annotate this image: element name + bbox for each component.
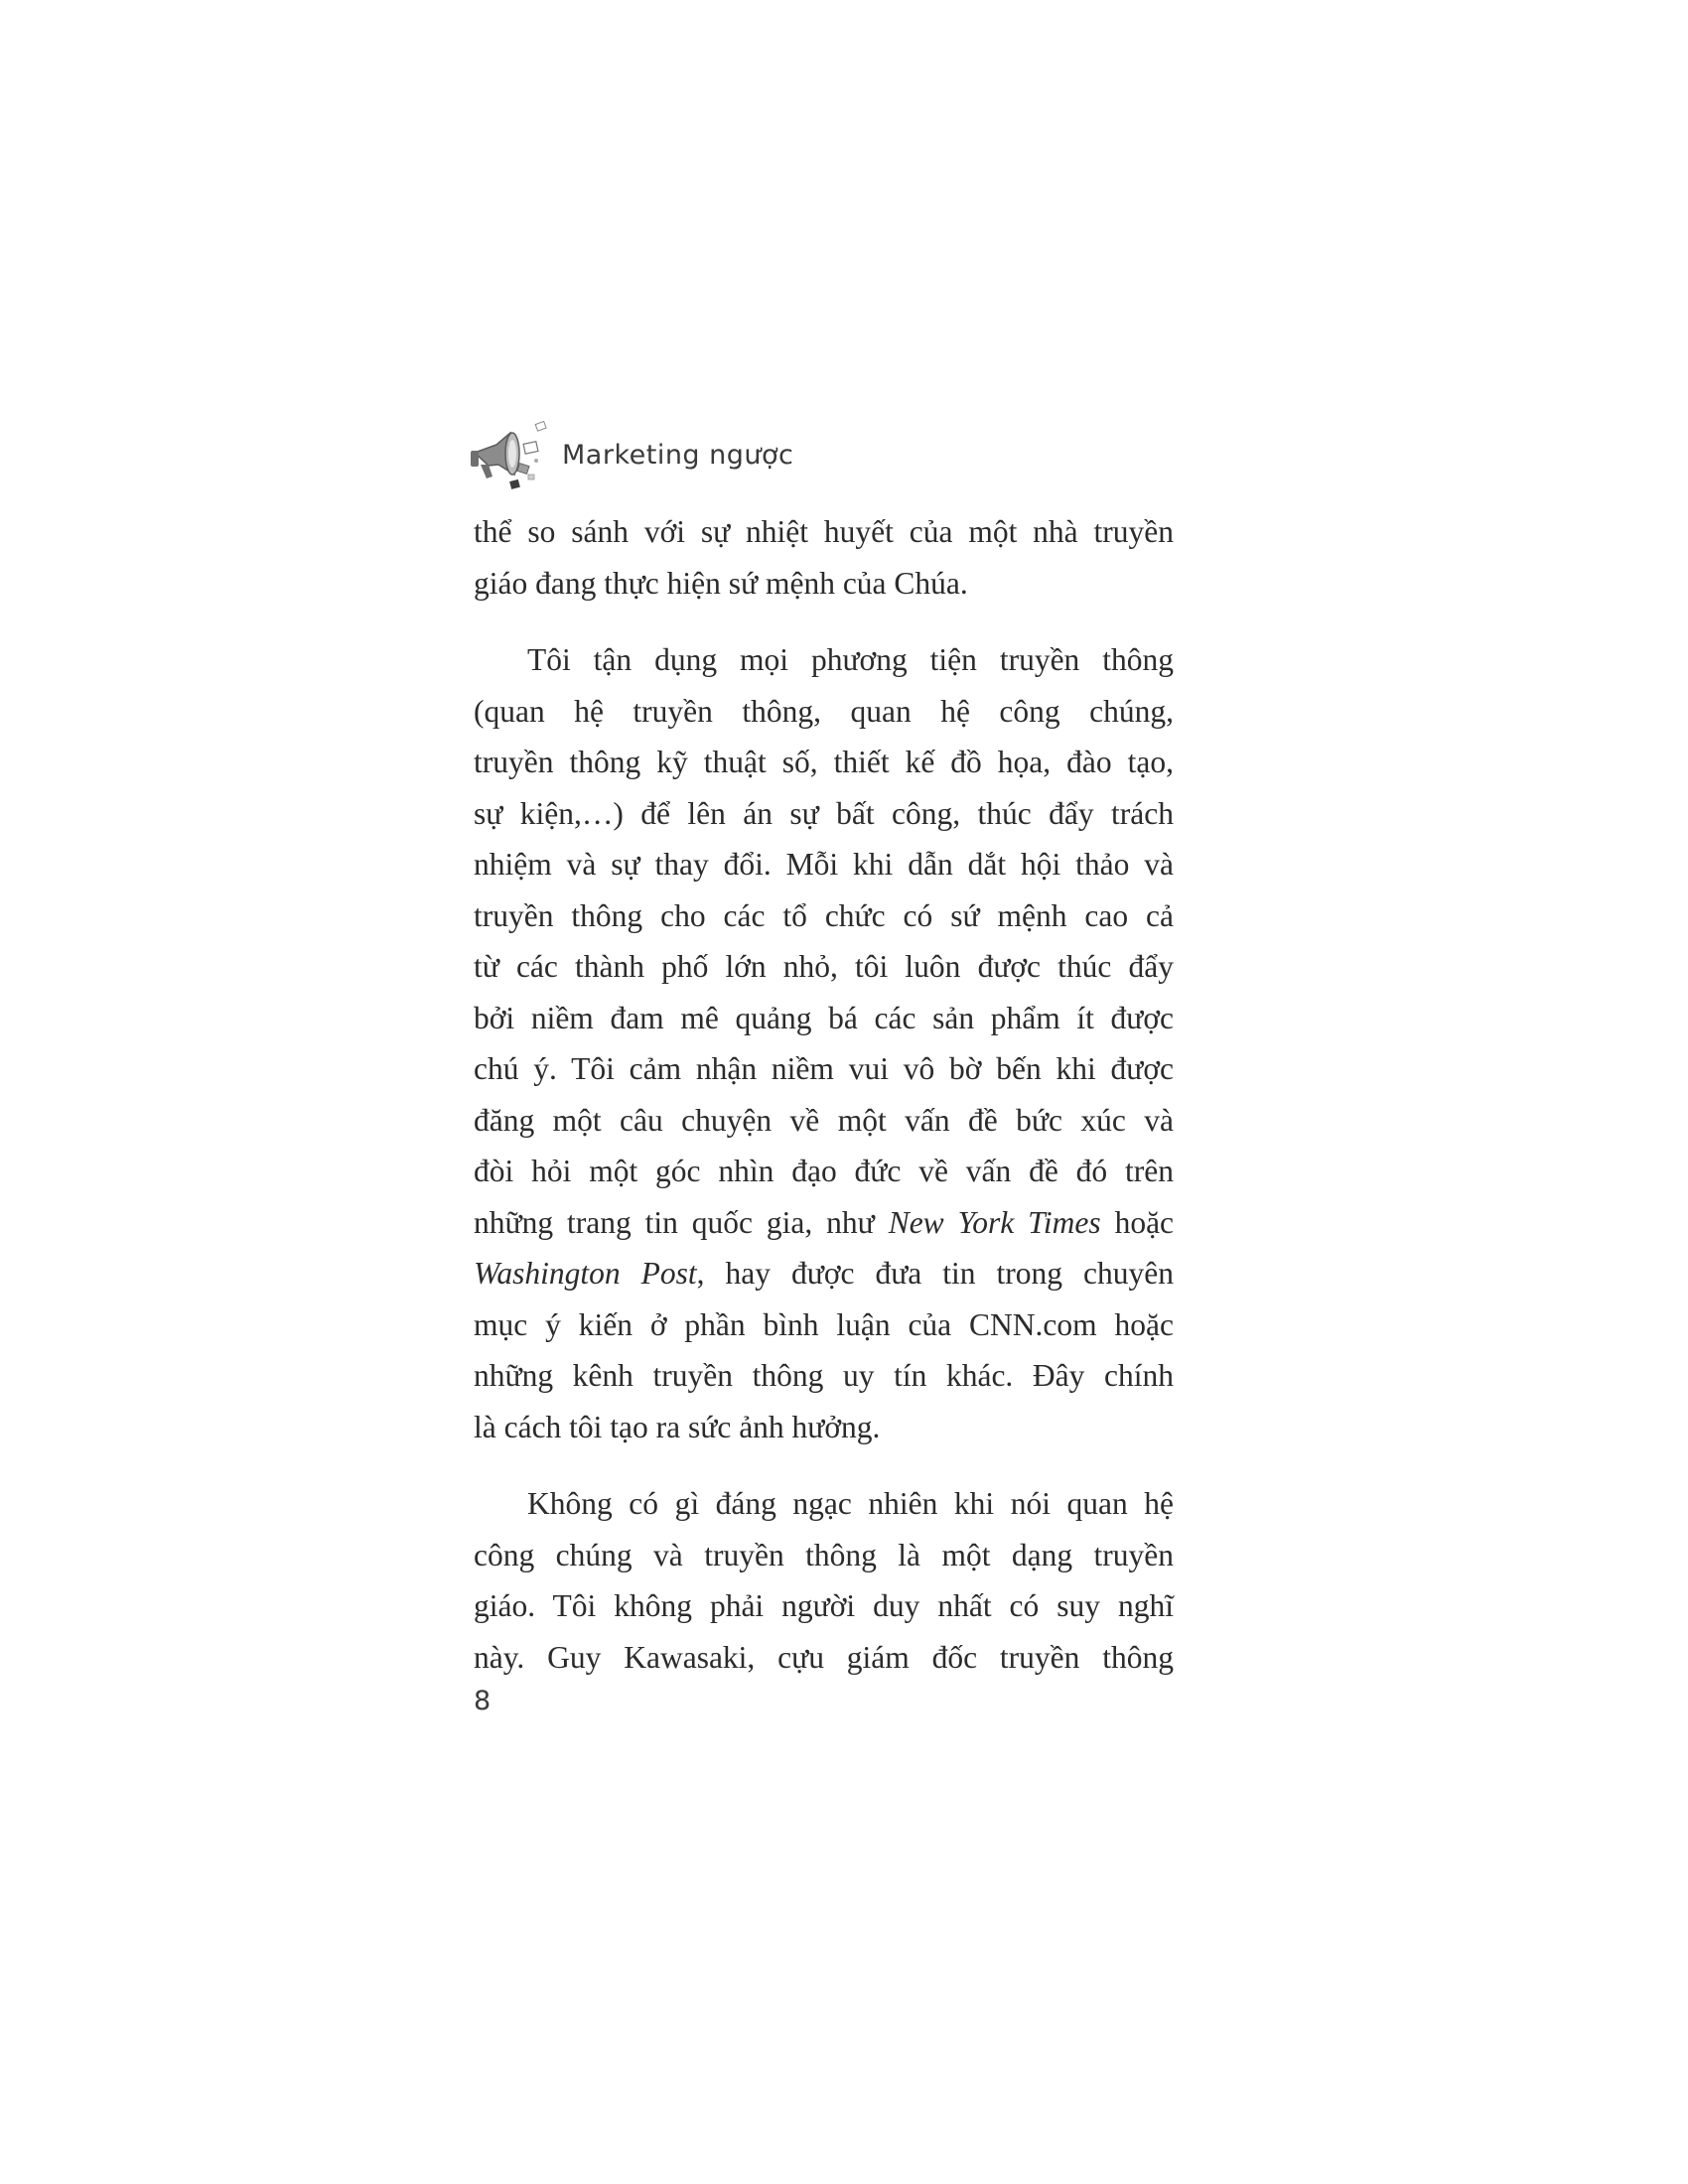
running-header (467, 415, 793, 494)
paragraph (474, 634, 1174, 1452)
text-line: đòi hỏi một góc nhìn đạo đức về vấn đề đó trên (474, 1154, 1174, 1188)
text-fragment: những trang tin quốc gia, như (474, 1204, 875, 1240)
text-line: Không có gì đáng ngạc nhiên khi nói quan hệ (527, 1486, 1174, 1521)
text-line: mục ý kiến ở phần bình luận của CNN.com hoặc (474, 1306, 1174, 1342)
text-line: là cách tôi tạo ra sức ảnh hưởng. (474, 1409, 881, 1444)
text-line: sự kiện,…) để lên án sự bất công, thúc đẩy trách (474, 795, 1174, 831)
text-line: chú ý. Tôi cảm nhận niềm vui vô bờ bến khi được (474, 1051, 1174, 1086)
text-fragment: hoặc (1114, 1204, 1175, 1240)
text-line: (quan hệ truyền thông, quan hệ công chúng, (474, 693, 1174, 729)
text-line: những kênh truyền thông uy tín khác. Đây chính (474, 1358, 1174, 1393)
text-line: Tôi tận dụng mọi phương tiện truyền thông (527, 642, 1174, 677)
paragraph (474, 1478, 1174, 1683)
page-number: 8 (474, 1686, 492, 1716)
text-line: nhiệm và sự thay đổi. Mỗi khi dẫn dắt hội thảo và (474, 847, 1174, 882)
paragraph (474, 506, 1174, 609)
megaphone-icon (467, 415, 554, 494)
text-line: giáo đang thực hiện sứ mệnh của Chúa. (474, 565, 968, 601)
text-line: giáo. Tôi không phải người duy nhất có suy nghĩ (474, 1588, 1174, 1623)
text-fragment: , hay được đưa tin trong chuyên (696, 1256, 1174, 1291)
text-line: đăng một câu chuyện về một vấn đề bức xúc và (474, 1102, 1174, 1138)
text-line: truyền thông cho các tổ chức có sứ mệnh cao cả (474, 897, 1174, 933)
text-line (474, 1197, 1174, 1249)
text-line: thể so sánh với sự nhiệt huyết của một nhà truyền (474, 514, 1174, 549)
book-title: Marketing ngược (562, 439, 794, 471)
publication-title: Washington Post (474, 1256, 697, 1291)
text-line: từ các thành phố lớn nhỏ, tôi luôn được thúc đẩy (474, 949, 1174, 984)
text-line: truyền thông kỹ thuật số, thiết kế đồ họa, đào tạo, (474, 745, 1174, 779)
publication-title: New York Times (888, 1204, 1101, 1240)
body-text (474, 506, 1174, 1683)
text-line: bởi niềm đam mê quảng bá các sản phẩm ít được (474, 1000, 1174, 1035)
text-line (474, 1248, 1174, 1299)
text-line: công chúng và truyền thông là một dạng truyền (474, 1537, 1174, 1572)
text-line: này. Guy Kawasaki, cựu giám đốc truyền thông (474, 1639, 1174, 1675)
